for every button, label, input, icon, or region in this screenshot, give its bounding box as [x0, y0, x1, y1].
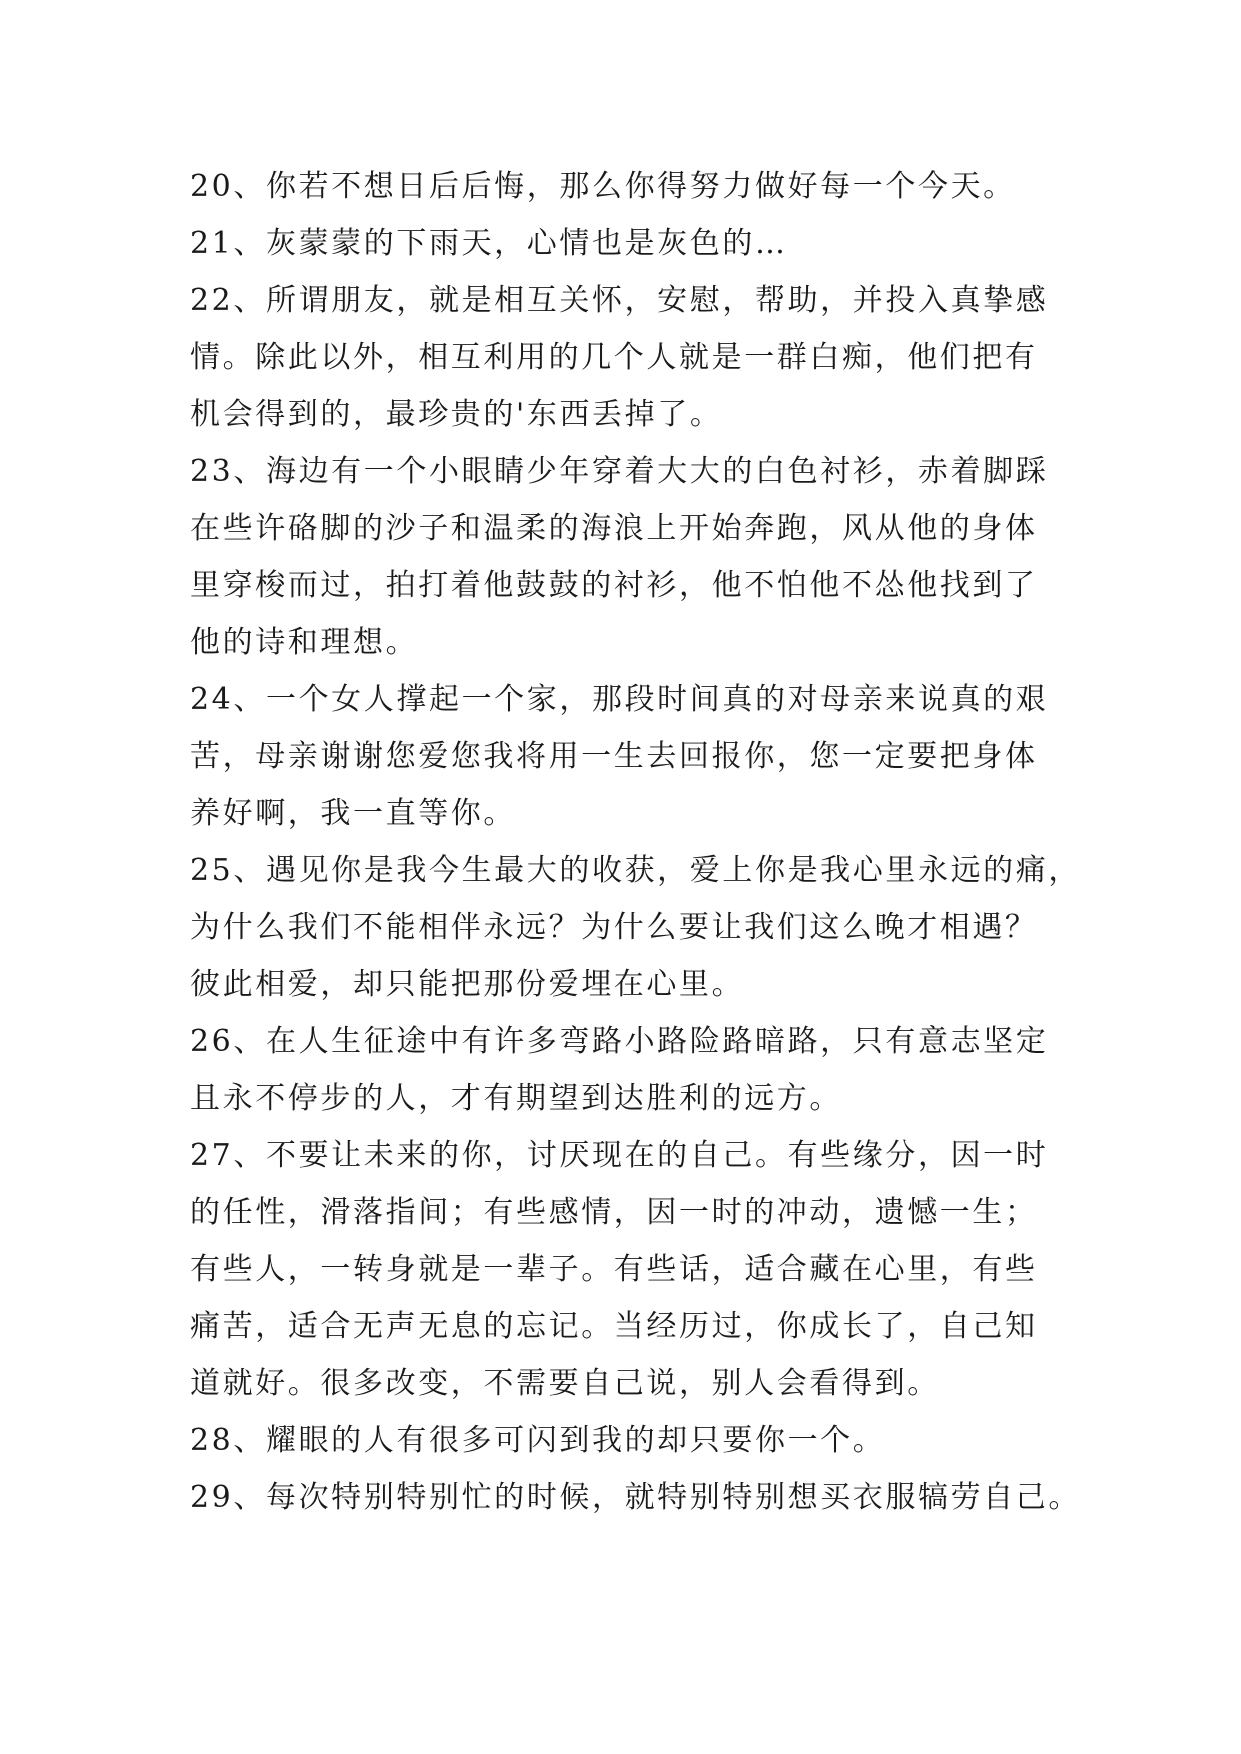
text-line: 的任性，滑落指间；有些感情，因一时的冲动，遗憾一生；: [190, 1195, 1038, 1230]
text-line: 为什么我们不能相伴永远？为什么要让我们这么晚才相遇？: [190, 910, 1038, 945]
text-line: 22、所谓朋友，就是相互关怀，安慰，帮助，并投入真挚感: [190, 283, 1049, 318]
text-line: 24、一个女人撑起一个家，那段时间真的对母亲来说真的艰: [190, 682, 1049, 717]
text-line: 28、耀眼的人有很多可闪到我的却只要你一个。: [190, 1423, 886, 1458]
text-line: 情。除此以外，相互利用的几个人就是一群白痴，他们把有: [190, 340, 1038, 375]
text-line: 机会得到的，最珍贵的'东西丢掉了。: [190, 397, 723, 432]
text-line: 道就好。很多改变，不需要自己说，别人会看得到。: [190, 1366, 940, 1401]
text-line: 在些许硌脚的沙子和温柔的海浪上开始奔跑，风从他的身体: [190, 511, 1038, 546]
text-line: 27、不要让未来的你，讨厌现在的自己。有些缘分，因一时: [190, 1138, 1049, 1173]
text-line: 里穿梭而过，拍打着他鼓鼓的衬衫，他不怕他不怂他找到了: [190, 568, 1038, 603]
text-line: 他的诗和理想。: [190, 625, 419, 660]
text-line: 21、灰蒙蒙的下雨天，心情也是灰色的…: [190, 226, 788, 261]
text-line: 有些人，一转身就是一辈子。有些话，适合藏在心里，有些: [190, 1252, 1038, 1287]
document-body: [190, 158, 1081, 1526]
text-line: 25、遇见你是我今生最大的收获，爱上你是我心里永远的痛，: [190, 853, 1081, 888]
text-line: 29、每次特别特别忙的时候，就特别特别想买衣服犒劳自己。: [190, 1480, 1081, 1515]
text-line: 20、你若不想日后后悔，那么你得努力做好每一个今天。: [190, 169, 1016, 204]
text-line: 26、在人生征途中有许多弯路小路险路暗路，只有意志坚定: [190, 1024, 1049, 1059]
text-line: 养好啊，我一直等你。: [190, 796, 516, 831]
text-line: 且永不停步的人，才有期望到达胜利的远方。: [190, 1081, 842, 1116]
text-line: 苦，母亲谢谢您爱您我将用一生去回报你，您一定要把身体: [190, 739, 1038, 774]
text-line: 23、海边有一个小眼睛少年穿着大大的白色衬衫，赤着脚踩: [190, 454, 1049, 489]
text-line: 彼此相爱，却只能把那份爱埋在心里。: [190, 967, 745, 1002]
text-line: 痛苦，适合无声无息的忘记。当经历过，你成长了，自己知: [190, 1309, 1038, 1344]
